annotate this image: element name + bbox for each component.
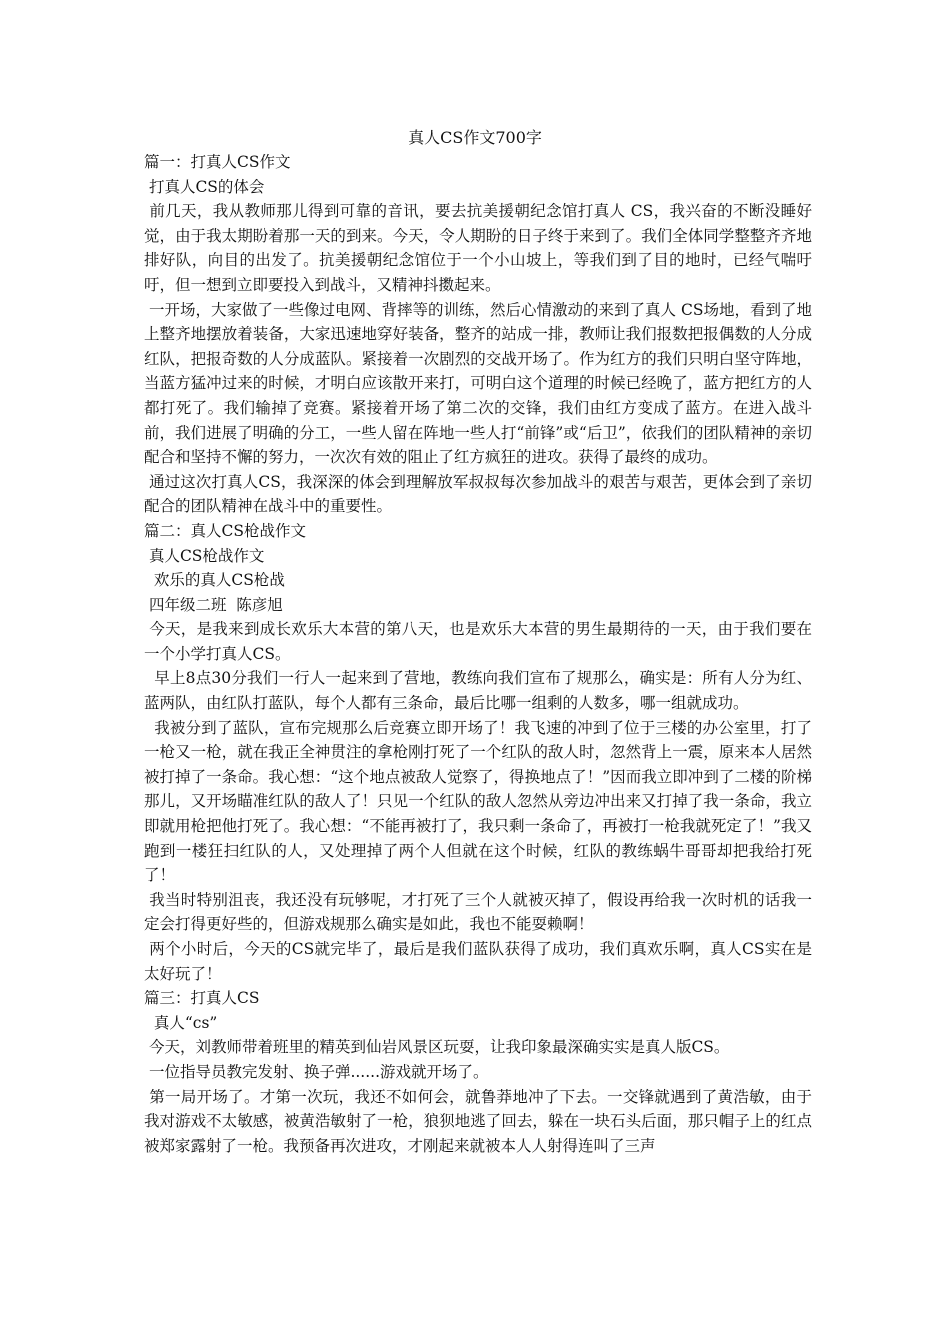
subheading: 欢乐的真人CS枪战 <box>144 571 285 590</box>
subheading: 真人CS枪战作文 <box>144 546 265 565</box>
section-heading: 篇二：真人CS枪战作文 <box>144 521 306 540</box>
paragraph: 我当时特别沮丧，我还没有玩够呢，才打死了三个人就被灭掉了，假设再给我一次时机的话我一定会打得更好些的，但游戏规那么确实是如此，我也不能耍赖啊！ <box>144 890 812 934</box>
paragraph: 今天，刘教师带着班里的精英到仙岩风景区玩耍，让我印象最深确实实是真人版CS。 <box>144 1038 730 1057</box>
paragraph: 通过这次打真人CS，我深深的体会到理解放军叔叔每次参加战斗的艰苦与艰苦，更体会到了亲切配合的团队精神在战斗中的重要性。 <box>144 472 813 516</box>
paragraph: 前几天，我从教师那儿得到可靠的音讯，要去抗美援朝纪念馆打真人 CS，我兴奋的不断没睡好觉，由于我太期盼着那一天的到来。今天，令人期盼的日子终于来到了。我们全体同学整整齐齐地排好队，向目的出发了。抗美援朝纪念馆位于一个小山坡上，等我们到了目的地时，已经气喘吁吁，但一想到立即要投入到战斗，又精神抖擞起来。 <box>144 202 812 294</box>
paragraph: 一位指导员教完发射、换子弹......游戏就开场了。 <box>144 1062 489 1081</box>
author-line: 四年级二班 陈彦旭 <box>144 595 283 614</box>
paragraph: 今天，是我来到成长欢乐大本营的第八天，也是欢乐大本营的男生最期待的一天，由于我们要在一个小学打真人CS。 <box>144 620 812 663</box>
paragraph: 两个小时后，今天的CS就完毕了，最后是我们蓝队获得了成功，我们真欢乐啊，真人CS实在是太好玩了！ <box>144 940 812 983</box>
subheading: 打真人CS的体会 <box>144 177 265 196</box>
document-title: 真人CS作文700字 <box>408 128 542 147</box>
paragraph: 一开场，大家做了一些像过电网、背摔等的训练，然后心情激动的来到了真人 CS场地，看到了地上整齐地摆放着装备，大家迅速地穿好装备，整齐的站成一排，教师让我们报数把报偶数的人分成红队，把报奇数的人分成蓝队。紧接着一次剧烈的交战开场了。作为红方的我们只明白坚守阵地，当蓝方猛冲过来的时候，才明白应该散开来打，可明白这个道理的时候已经晚了，蓝方把红方的人都打死了。我们输掉了竞赛。紧接着开场了第二次的交锋，我们由红方变成了蓝方。在进入战斗前，我们进展了明确的分工，一些人留在阵地一些人打“前锋”或“后卫”，依我们的团队精神的亲切配合和坚持不懈的努力，一次次有效的阻止了红方疯狂的进攻。获得了最终的成功。 <box>144 300 812 467</box>
paragraph: 我被分到了蓝队，宣布完规那么后竞赛立即开场了！我飞速的冲到了位于三楼的办公室里，打了一枪又一枪，就在我正全神贯注的拿枪刚打死了一个红队的敌人时，忽然背上一震，原来本人居然被打掉了一条命。我心想：“这个地点被敌人觉察了，得换地点了！”因而我立即冲到了二楼的阶梯那儿，又开场瞄准红队的敌人了！只见一个红队的敌人忽然从旁边冲出来又打掉了我一条命，我立即就用枪把他打死了。我心想：“不能再被打了，我只剩一条命了，再被打一枪我就死定了！”我又跑到一楼狂扫红队的人，又处理掉了两个人但就在这个时候，红队的教练蜗牛哥哥却把我给打死了！ <box>144 718 812 885</box>
section-heading: 篇三：打真人CS <box>144 989 260 1008</box>
paragraph: 第一局开场了。才第一次玩，我还不如何会，就鲁莽地冲了下去。一交锋就遇到了黄浩敏，由于我对游戏不太敏感，被黄浩敏射了一枪，狼狈地逃了回去，躲在一块石头后面，那只帽子上的红点被郑家露射了一枪。我预备再次进攻，才刚起来就被本人人射得连叫了三声 <box>144 1087 812 1155</box>
section-heading: 篇一：打真人CS作文 <box>144 153 291 171</box>
document-body <box>144 150 812 1158</box>
subheading: 真人“cs” <box>144 1013 218 1032</box>
paragraph: 早上8点30分我们一行人一起来到了营地，教练向我们宣布了规那么，确实是：所有人分为红、蓝两队，由红队打蓝队，每个人都有三条命，最后比哪一组剩的人数多，哪一组就成功。 <box>144 669 813 713</box>
